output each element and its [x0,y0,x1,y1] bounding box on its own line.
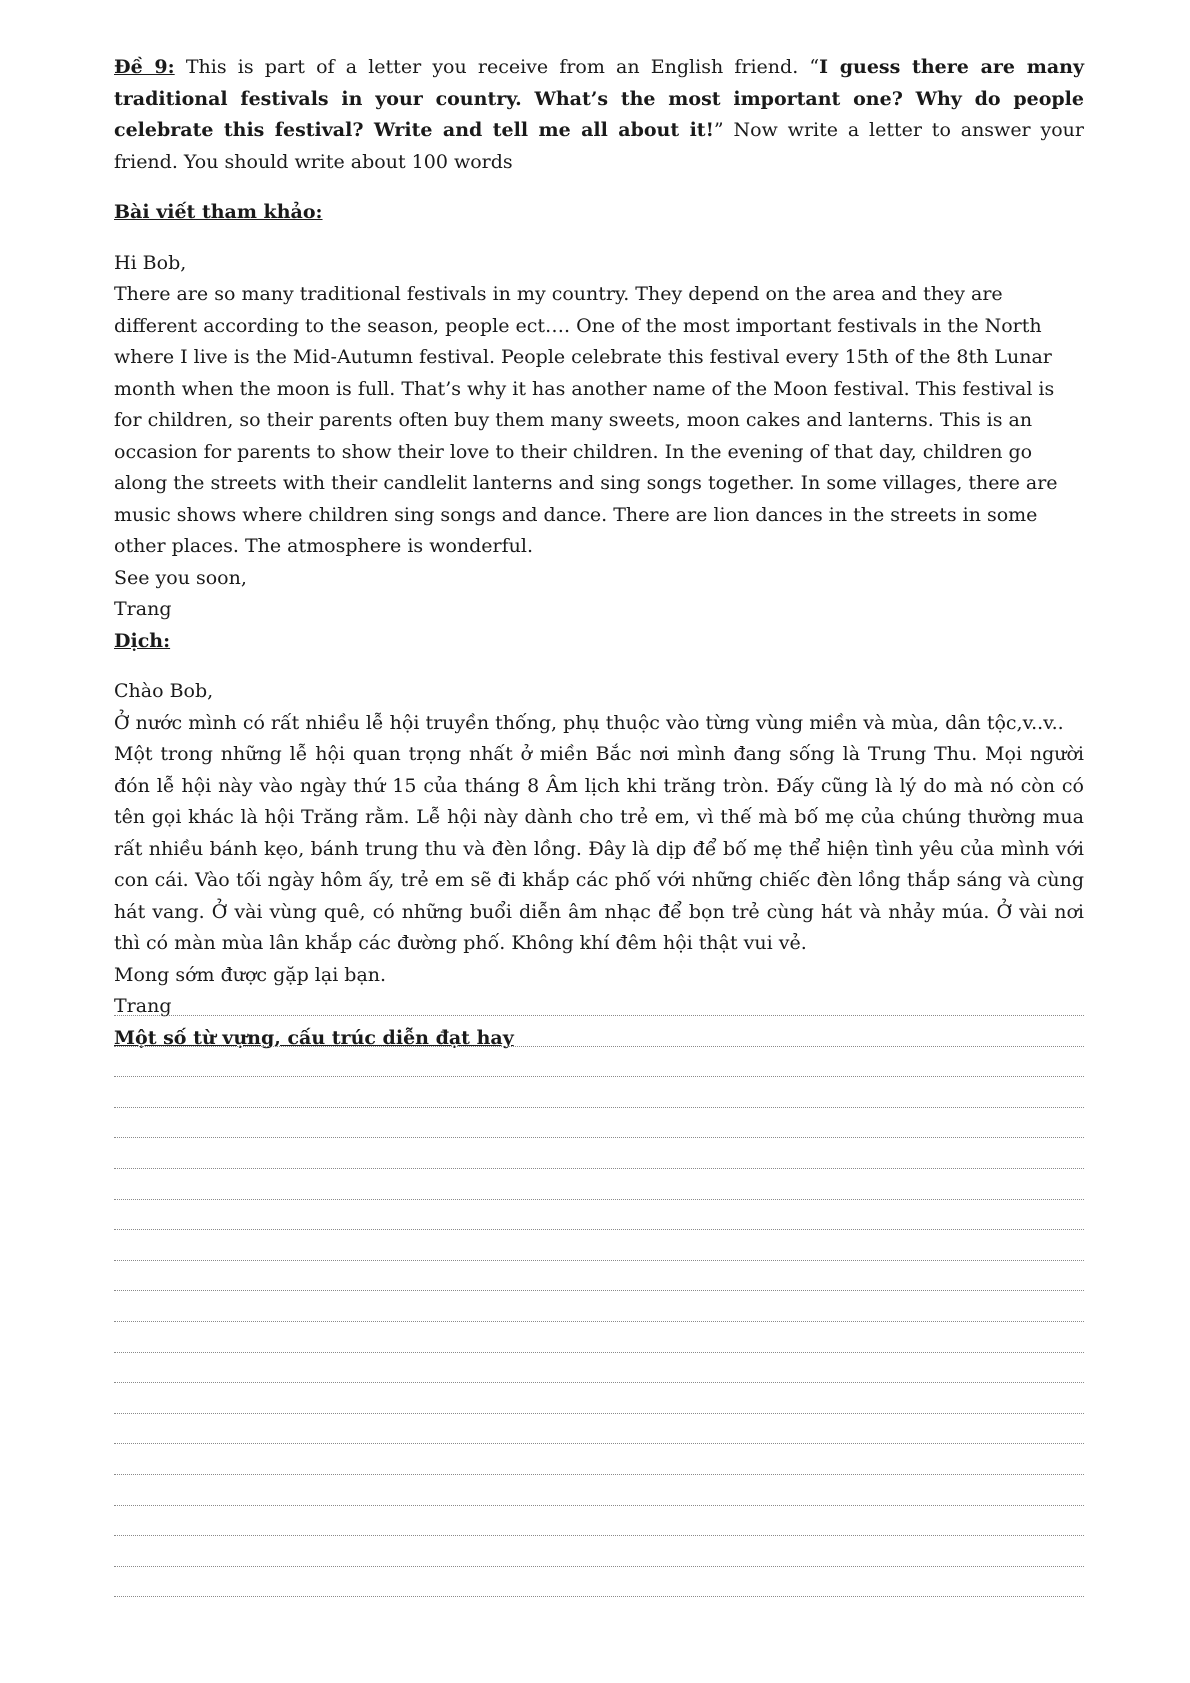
reference-signature: Trang [114,598,172,620]
answer-line [114,1535,1084,1536]
answer-line [114,1199,1084,1200]
answer-line [114,1474,1084,1475]
task-label: Đề 9: [114,56,175,78]
reference-greeting: Hi Bob, [114,251,187,274]
reference-heading: Bài viết tham khảo: [114,201,323,223]
answer-line [114,1260,1084,1261]
answer-line [114,1321,1084,1322]
answer-line [114,1076,1084,1077]
translation-line1: Ở nước mình có rất nhiều lễ hội truyền thống, phụ thuộc vào từng vùng miền và mùa, dân tộc,v..v.. [114,711,1064,734]
reference-body: There are so many traditional festivals in my country. They depend on the area and they are different according to the season, people ect…. One of the most important festivals in the North where I live is the Mid-Autumn festival. People celebrate this festival every 15th of the 8th Lunar month when the moon is full. That’s why it has another name of the Moon festival. This festival is for children, so their parents often buy them many sweets, moon cakes and lanterns. This is an occasion for parents to show their love to their children. In the evening of that day, children go along the streets with their candlelit lanterns and sing songs together. In some villages, there are music shows where children sing songs and dance. There are lion dances in the streets in some other places. The atmosphere is wonderful. [114,283,1058,557]
translation-body: Một trong những lễ hội quan trọng nhất ở miền Bắc nơi mình đang sống là Trung Thu. Mọi người đón lễ hội này vào ngày thứ 15 của tháng 8 Âm lịch khi trăng tròn. Đấy cũng là lý do mà nó còn có tên gọi khác là hội Trăng rằm. Lễ hội này dành cho trẻ em, vì thế mà bố mẹ của chúng thường mua rất nhiều bánh kẹo, bánh trung thu và đèn lồng. Đây là dịp để bố mẹ thể hiện tình yêu của mình với con cái. Vào tối ngày hôm ấy, trẻ em sẽ đi khắp các phố với những chiếc đèn lồng thắp sáng và cùng hát vang. Ở vài vùng quê, có những buổi diễn âm nhạc để bọn trẻ cùng hát và nhảy múa. Ở vài nơi thì có màn mùa lân khắp các đường phố. Không khí đêm hội thật vui vẻ. [114,743,1084,954]
task-intro: This is part of a letter you receive from an English friend. “ [174,56,820,78]
answer-line [114,1107,1084,1108]
document-page [114,52,1084,1054]
answer-line [114,1505,1084,1506]
task-quote: I guess there are many traditional festivals in your country. What’s the most important one? Why do people celebrate this festival? Write and tell me all about it! [114,56,1084,141]
answer-line [114,1290,1084,1291]
answer-line [114,1229,1084,1230]
answer-line [114,1413,1084,1414]
reference-closing: See you soon, [114,566,247,589]
answer-line [114,1352,1084,1353]
translation-closing: Mong sớm được gặp lại bạn. [114,963,387,986]
translation-heading: Dịch: [114,629,171,652]
answer-line [114,1382,1084,1383]
answer-lines [114,1015,1084,1627]
answer-line [114,1015,1084,1016]
task-outro: ” Now write a letter to answer your friend. You should write about 100 words [114,119,1084,173]
answer-line [114,1137,1084,1138]
task-prompt [114,52,1084,178]
answer-line [114,1046,1084,1047]
answer-line [114,1596,1084,1597]
answer-line [114,1443,1084,1444]
answer-line [114,1566,1084,1567]
translation-signature: Trang [114,995,172,1017]
answer-line [114,1168,1084,1169]
vocab-heading: Một số từ vựng, cấu trúc diễn đạt hay [114,1026,514,1049]
translation-greeting: Chào Bob, [114,680,214,702]
